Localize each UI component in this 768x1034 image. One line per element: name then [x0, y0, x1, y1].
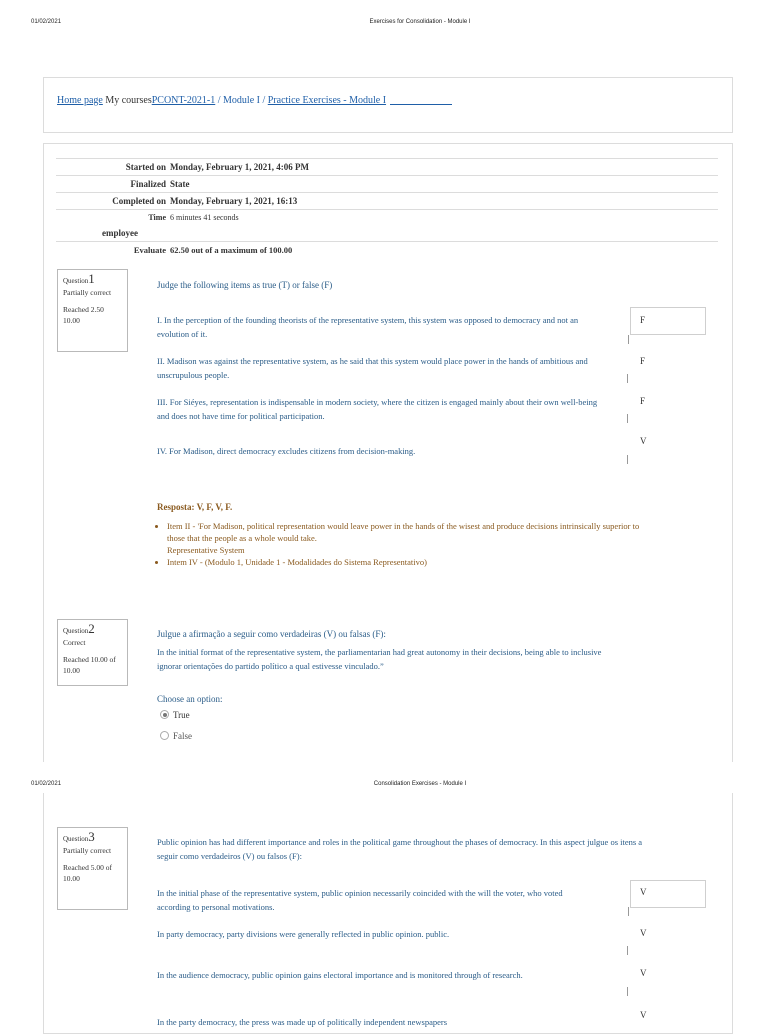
- print-title: Exercises for Consolidation - Module I: [369, 19, 471, 25]
- print-date: 01/02/2021: [31, 781, 62, 787]
- q1-answer-4[interactable]: V: [640, 436, 647, 446]
- q3-prompt: Public opinion has had different importance and roles in the political game throughout the phases of democracy. In this aspect julgue os itens a seguir como verdadeiros (V) ou falsos (F):: [157, 837, 643, 861]
- summary-value: 6 minutes 41 seconds: [170, 213, 239, 222]
- summary-value: Monday, February 1, 2021, 4:06 PM: [170, 162, 309, 172]
- q1-item-3: III. For Siéyes, representation is indispensable in modern society, where the citizen is engaged mainly about their own well-being and does not have time for political participation.: [157, 397, 598, 421]
- summary-key: Completed on: [112, 196, 166, 206]
- q3-item-1: In the initial phase of the representative system, public opinion necessarily coincided with the will the voter, who voted according to personal motivations.: [157, 888, 563, 912]
- question-status: Partially correct: [63, 846, 112, 855]
- print-title: Consolidation Exercises - Module I: [373, 781, 467, 787]
- question-number: 2: [88, 621, 95, 636]
- summary-key: employee: [102, 228, 138, 238]
- summary-value: 62.50 out of a maximum of 100.00: [170, 245, 293, 255]
- print-date: 01/02/2021: [31, 19, 62, 25]
- breadcrumb-module[interactable]: / Module I /: [217, 95, 266, 106]
- q3-item-2: In party democracy, party divisions were generally reflected in public opinion. public.: [157, 929, 450, 939]
- q1-mark-1: [628, 335, 629, 344]
- q1-feedback-text-2: Intem IV - (Modulo 1, Unidade 1 - Modalidades do Sistema Representativo): [167, 557, 427, 567]
- q3-answer-4[interactable]: V: [640, 1010, 647, 1020]
- summary-value: Monday, February 1, 2021, 16:13: [170, 196, 298, 206]
- question-info-2: [57, 619, 128, 686]
- q1-mark-3: [627, 414, 628, 423]
- breadcrumb: [57, 95, 452, 106]
- summary-value: State: [170, 179, 190, 189]
- q1-feedback-item-1: [167, 520, 647, 556]
- q3-mark-2: [627, 946, 628, 955]
- q1-response-text: Resposta: V, F, V, F.: [157, 502, 233, 512]
- q1-item-2: II. Madison was against the representative system, as he said that this system would place power in the hands of ambitious and unscrupulous people.: [157, 356, 588, 380]
- q3-mark-3: [627, 987, 628, 996]
- q1-answer-2[interactable]: F: [640, 356, 646, 366]
- q2-option-false[interactable]: [160, 731, 192, 741]
- question-label: Question: [63, 627, 89, 635]
- page-break: [0, 762, 768, 776]
- breadcrumb-home-link[interactable]: Home page: [57, 95, 103, 106]
- q1-mark-4: [627, 455, 628, 464]
- question-number: 3: [88, 829, 95, 844]
- radio-selected-icon[interactable]: [160, 710, 169, 719]
- question-label: Question: [63, 277, 89, 285]
- summary-row-evaluate: [56, 241, 718, 258]
- summary-row-finalized: [56, 175, 718, 192]
- q3-answer-1: V: [640, 887, 647, 897]
- q1-feedback-item-2: [167, 556, 647, 568]
- summary-row-employee: [48, 225, 710, 241]
- q1-feedback-text-1b: Representative System: [167, 545, 245, 555]
- q3-answer-3[interactable]: V: [640, 968, 647, 978]
- q2-option-true-label: True: [173, 710, 190, 720]
- q3-answer-2[interactable]: V: [640, 928, 647, 938]
- q2-option-true[interactable]: [160, 710, 190, 720]
- summary-row-started: [56, 158, 718, 175]
- q3-mark-1: [628, 907, 629, 916]
- summary-row-time: [56, 209, 718, 226]
- q1-answer-3[interactable]: F: [640, 396, 646, 406]
- q1-item-1: I. In the perception of the founding theorists of the representative system, this system was opposed to democracy and not an evolution of it.: [157, 315, 579, 339]
- question-status: Partially correct: [63, 288, 112, 297]
- question-info-3: [57, 827, 128, 910]
- radio-icon[interactable]: [160, 731, 169, 740]
- summary-key: Finalized: [130, 179, 166, 189]
- q2-choose-label: Choose an option:: [157, 694, 223, 704]
- q1-item-4: IV. For Madison, direct democracy excludes citizens from decision-making.: [157, 446, 416, 456]
- question-number: 1: [88, 271, 95, 286]
- summary-key: Evaluate: [133, 245, 166, 255]
- q3-item-4: In the party democracy, the press was made up of politically independent newspapers: [157, 1017, 448, 1027]
- summary-key: Started on: [125, 162, 166, 172]
- q1-feedback-text-1: Item II - 'For Madison, political representation would leave power in the hands of the wisest and produce decisions intrinsically superior to those that the people as a whole would take.: [167, 521, 640, 543]
- question-label: Question: [63, 835, 89, 843]
- question-grade: Reached 10.00 of 10.00: [63, 655, 116, 675]
- summary-row-completed: [56, 192, 718, 209]
- breadcrumb-my-courses[interactable]: My courses: [105, 95, 152, 106]
- q2-option-false-label: False: [173, 731, 192, 741]
- question-info-1: [57, 269, 128, 352]
- q1-answer-1: F: [640, 315, 646, 325]
- breadcrumb-course-link[interactable]: PCONT-2021-1: [151, 95, 216, 106]
- q1-feedback: [157, 520, 647, 568]
- question-grade: Reached 2.50 10.00: [63, 305, 104, 325]
- breadcrumb-underline: [390, 95, 452, 105]
- q1-response: [157, 502, 232, 512]
- q3-item-3: In the audience democracy, public opinion gains electoral importance and is monitored through of research.: [157, 970, 523, 980]
- q2-prompt: Julgue a afirmação a seguir como verdadeiras (V) ou falsas (F):: [157, 629, 386, 639]
- question-prompt: Judge the following items as true (T) or false (F): [157, 280, 333, 290]
- question-status: Correct: [63, 638, 86, 647]
- q2-statement: In the initial format of the representative system, the parliamentarian had great autonomy in their decisions, being able to inclusive ignorar orientações do partido político a qual estivesse vinculado.”: [157, 647, 602, 671]
- q1-mark-2: [627, 374, 628, 383]
- breadcrumb-practice-link[interactable]: Practice Exercises - Module I: [267, 95, 387, 106]
- question-grade: Reached 5.00 of 10.00: [63, 863, 112, 883]
- summary-key: Time: [148, 213, 166, 222]
